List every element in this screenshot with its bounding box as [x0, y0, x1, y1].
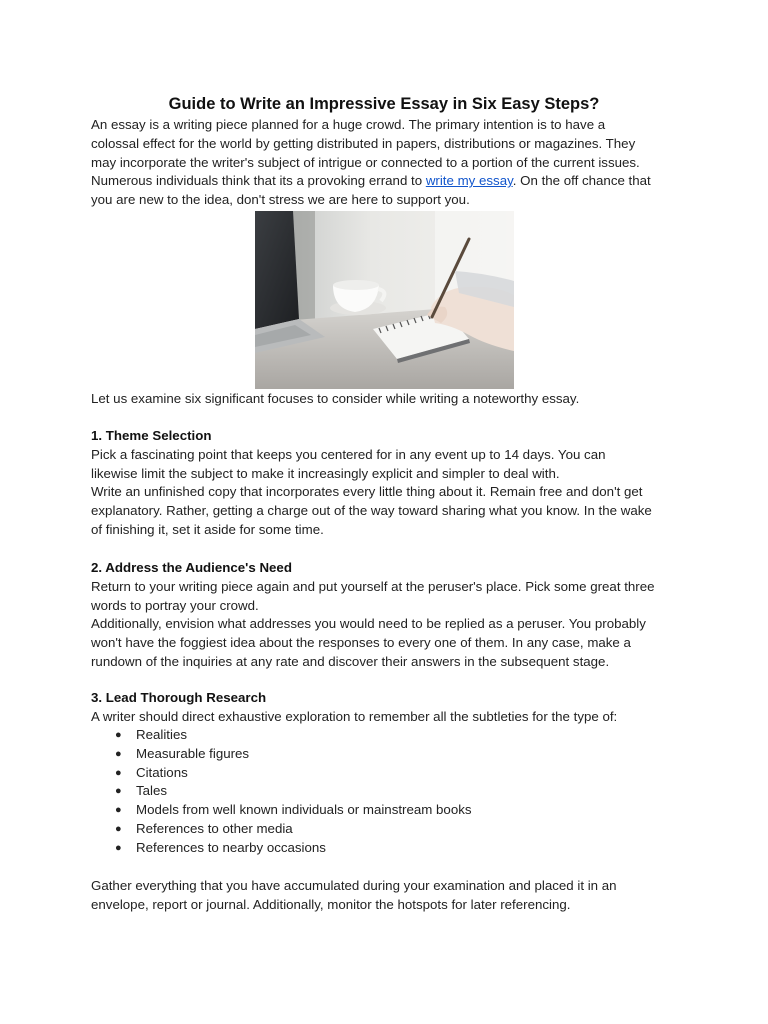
section-heading: 3. Lead Thorough Research: [91, 690, 267, 705]
body-line: Return to your writing piece again and put yourself at the peruser's place. Pick some great three: [91, 578, 655, 594]
bullet-icon: ●: [115, 766, 122, 779]
list-item-label: Realities: [136, 727, 187, 742]
list-item: [91, 782, 472, 801]
list-item-label: Measurable figures: [136, 745, 250, 761]
writing-desk-photo: [255, 211, 514, 389]
write-my-essay-link[interactable]: write my essay: [425, 173, 513, 189]
intro-line: colossal effect for the world by getting distributed in papers, distributions or magazines. They: [91, 135, 636, 151]
list-item: [91, 764, 472, 783]
body-line: Additionally, envision what addresses you would need to be replied as a peruser. You probably: [91, 616, 646, 632]
body-line: Write an unfinished copy that incorporates every little thing about it. Remain free and don't get: [91, 484, 643, 500]
intro-line: An essay is a writing piece planned for a huge crowd. The primary intention is to have a: [91, 117, 606, 132]
body-line: Gather everything that you have accumulated during your examination and placed it in an: [91, 878, 617, 893]
research-bullet-list: [91, 726, 472, 858]
intro-paragraph: [91, 116, 691, 210]
body-line: of finishing it, set it aside for some time.: [91, 521, 324, 537]
body-line: A writer should direct exhaustive exploration to remember all the subtleties for the type of:: [91, 708, 618, 724]
body-line: words to portray your crowd.: [91, 597, 259, 613]
page-title: Guide to Write an Impressive Essay in Six Easy Steps?: [168, 95, 600, 113]
body-line: likewise limit the subject to make it increasingly explicit and simpler to deal with.: [91, 465, 560, 481]
intro-line: you are new to the idea, don't stress we are here to support you.: [91, 192, 470, 208]
intro-text: . On the off chance that: [512, 173, 651, 189]
closing-paragraph: [91, 877, 691, 915]
list-item-label: Tales: [136, 783, 168, 799]
list-item: [91, 839, 472, 858]
body-line: rundown of the inquiries at any rate and discover their answers in the subsequent stage.: [91, 653, 610, 669]
lead-paragraph: [91, 390, 691, 409]
section-heading: 1. Theme Selection: [91, 428, 212, 443]
body-line: explanatory. Rather, getting a charge out of the way toward sharing what you know. In the wake: [91, 503, 652, 519]
intro-line: [91, 172, 691, 191]
list-item: [91, 801, 472, 820]
list-item-label: References to other media: [136, 820, 293, 836]
bullet-icon: ●: [115, 785, 122, 798]
section-theme-selection: [91, 427, 691, 540]
list-item-label: References to nearby occasions: [136, 839, 326, 855]
bullet-icon: ●: [115, 747, 122, 760]
list-item-label: Models from well known individuals or mainstream books: [136, 802, 472, 818]
writing-desk-illustration: [255, 211, 514, 389]
bullet-icon: ●: [115, 729, 122, 741]
bullet-icon: ●: [115, 841, 122, 854]
section-heading: 2. Address the Audience's Need: [91, 560, 292, 575]
section-audience-need: [91, 559, 691, 672]
list-item: [91, 726, 472, 745]
body-line: Pick a fascinating point that keeps you centered for in any event up to 14 days. You can: [91, 446, 606, 462]
body-line: won't have the foggiest idea about the responses to every one of them. In any case, make a: [91, 635, 631, 651]
list-item: [91, 820, 472, 839]
lead-line: Let us examine six significant focuses to consider while writing a noteworthy essay.: [91, 391, 580, 406]
body-line: envelope, report or journal. Additionally, monitor the hotspots for later referencing.: [91, 896, 571, 912]
list-item: [91, 745, 472, 764]
bullet-icon: ●: [115, 804, 122, 817]
section-research: [91, 689, 691, 727]
intro-text: Numerous individuals think that its a provoking errand to: [91, 173, 426, 189]
intro-line: may incorporate the writer's subject of intrigue or connected to a portion of the current issues.: [91, 154, 640, 170]
list-item-label: Citations: [136, 764, 188, 780]
bullet-icon: ●: [115, 822, 122, 835]
